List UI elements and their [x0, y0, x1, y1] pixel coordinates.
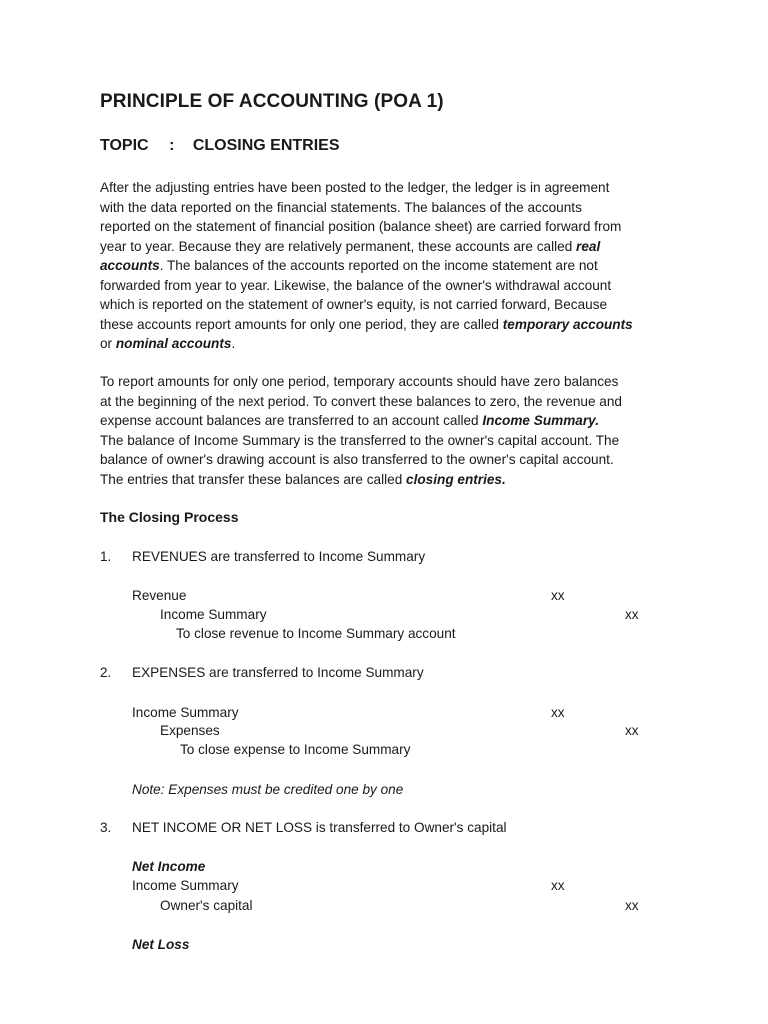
section-heading: The Closing Process	[100, 509, 239, 525]
topic-line	[100, 137, 340, 155]
net-loss-label: Net Loss	[132, 937, 190, 952]
credit-account: Expenses	[160, 723, 220, 738]
second-paragraph	[100, 372, 622, 489]
paragraph-text: year to year. Because they are relatively permanent, these accounts are called	[100, 238, 577, 254]
paragraph-line	[100, 237, 633, 257]
step-number: 3.	[100, 820, 112, 835]
paragraph-line: at the beginning of the next period. To convert these balances to zero, the revenue and	[100, 393, 622, 409]
paragraph-text: . The balances of the accounts reported on the income statement are not	[159, 258, 598, 273]
paragraph-line: with the data reported on the financial statements. The balances of the accounts	[100, 199, 582, 215]
debit-amount: xx	[551, 588, 565, 603]
step-description: NET INCOME OR NET LOSS is transferred to Owner's capital	[132, 820, 507, 835]
entry-explanation: To close revenue to Income Summary account	[176, 626, 456, 641]
paragraph-line: To report amounts for only one period, temporary accounts should have zero balances	[100, 374, 619, 389]
term-closing-entries: closing entries.	[406, 471, 506, 487]
term-nominal-accounts: nominal accounts	[115, 336, 232, 351]
debit-account: Revenue	[132, 588, 187, 603]
credit-account: Income Summary	[160, 607, 267, 622]
paragraph-line: which is reported on the statement of owner's equity, is not carried forward, Because	[100, 297, 608, 312]
paragraph-line	[100, 315, 633, 335]
paragraph-line	[100, 411, 622, 431]
topic-value: CLOSING ENTRIES	[192, 137, 340, 154]
step-number: 2.	[100, 665, 112, 680]
paragraph-line	[100, 470, 622, 490]
debit-account: Income Summary	[132, 878, 239, 893]
step-number: 1.	[100, 549, 112, 564]
entry-explanation: To close expense to Income Summary	[180, 742, 411, 757]
net-income-label: Net Income	[132, 859, 206, 874]
paragraph-line: forwarded from year to year. Likewise, the balance of the owner's withdrawal account	[100, 277, 612, 293]
debit-amount: xx	[551, 878, 565, 893]
paragraph-line: After the adjusting entries have been posted to the ledger, the ledger is in agreement	[100, 180, 610, 195]
term-income-summary: Income Summary.	[482, 413, 599, 428]
paragraph-text: .	[231, 336, 236, 351]
debit-amount: xx	[551, 705, 565, 720]
credit-amount: xx	[625, 723, 639, 738]
paragraph-text: The entries that transfer these balances are called	[100, 471, 407, 487]
paragraph-text: expense account balances are transferred to an account called	[100, 413, 483, 428]
credit-amount: xx	[625, 607, 639, 622]
term-temporary-accounts: temporary accounts	[502, 316, 633, 332]
document-title: PRINCIPLE OF ACCOUNTING (POA 1)	[100, 91, 444, 112]
intro-paragraph	[100, 178, 633, 354]
step-description: REVENUES are transferred to Income Summary	[132, 549, 426, 564]
debit-account: Income Summary	[132, 705, 239, 720]
credit-amount: xx	[625, 898, 639, 913]
topic-label: TOPIC	[100, 137, 149, 154]
paragraph-line	[100, 334, 633, 354]
paragraph-line: balance of owner's drawing account is also transferred to the owner's capital account.	[100, 452, 614, 467]
paragraph-line	[100, 256, 633, 276]
credit-account: Owner's capital	[160, 898, 253, 913]
paragraph-text: or	[100, 336, 116, 351]
term-real: real	[576, 238, 601, 254]
step-description: EXPENSES are transferred to Income Summary	[132, 665, 424, 680]
topic-separator: :	[169, 137, 175, 154]
paragraph-line: reported on the statement of financial position (balance sheet) are carried forward from	[100, 219, 622, 234]
paragraph-text: these accounts report amounts for only one period, they are called	[100, 316, 503, 332]
note-text: Note: Expenses must be credited one by one	[132, 782, 404, 797]
term-accounts: accounts	[100, 258, 160, 273]
paragraph-line: The balance of Income Summary is the transferred to the owner's capital account. The	[100, 432, 620, 448]
